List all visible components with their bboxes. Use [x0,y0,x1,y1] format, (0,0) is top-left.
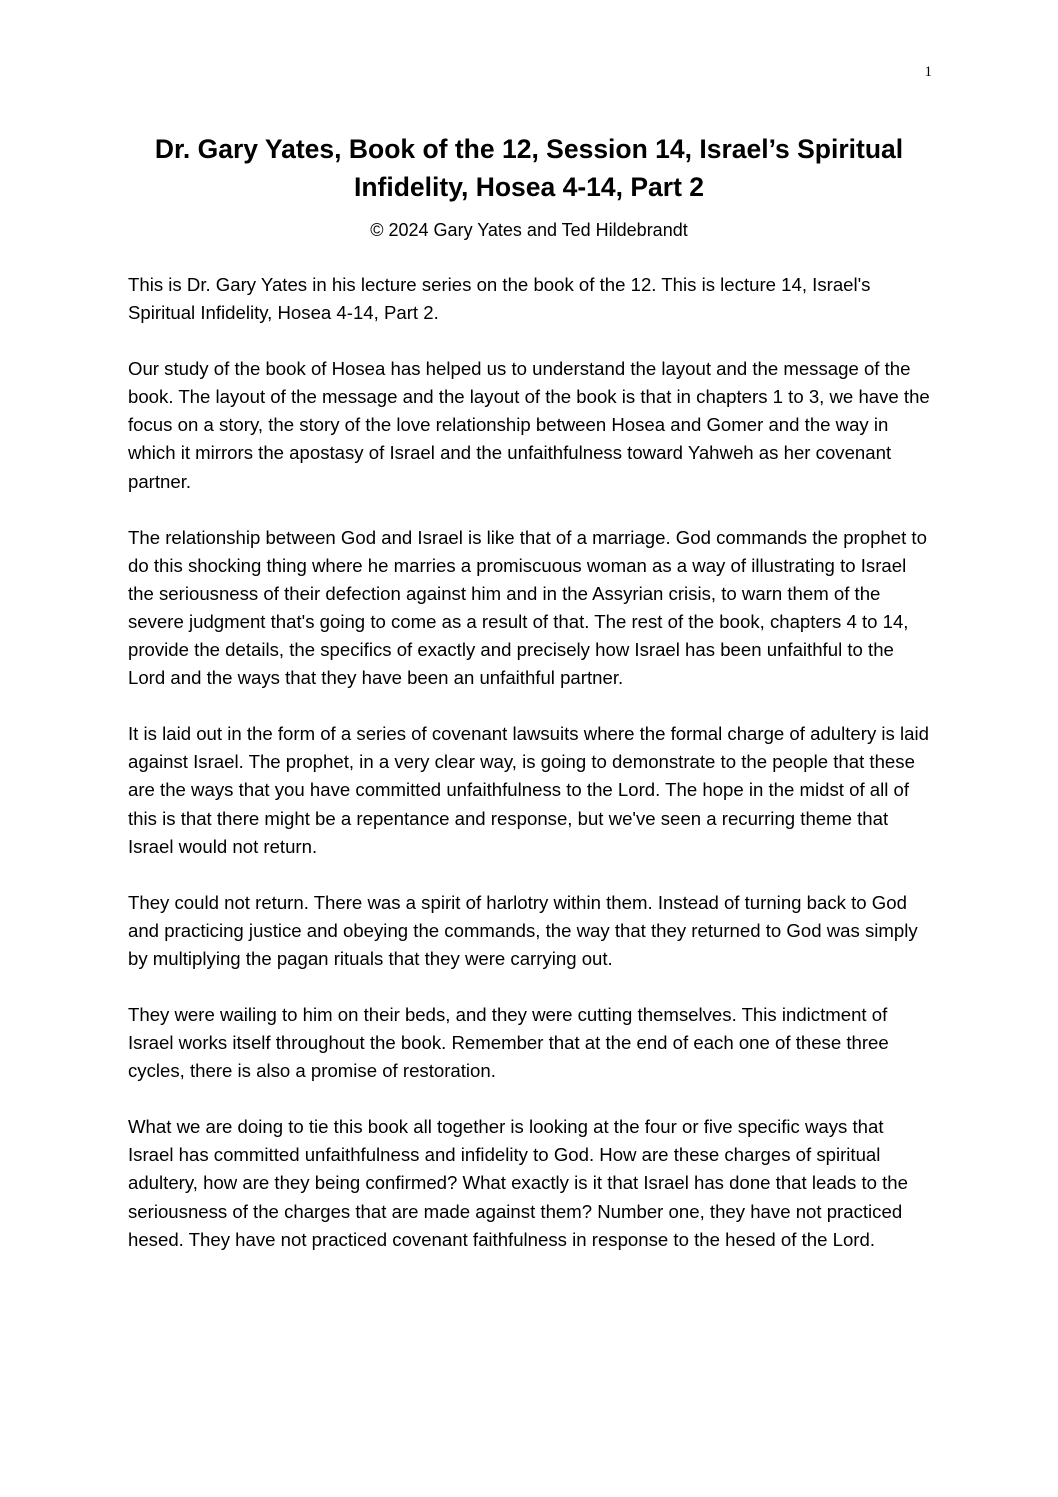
copyright-line: © 2024 Gary Yates and Ted Hildebrandt [370,220,688,240]
paragraph-intro: This is Dr. Gary Yates in his lecture series on the book of the 12. This is lecture 14, Israel's Spiritual Infidelity, Hosea 4-14, Part 2. [128,274,871,324]
paragraph-wailing: They were wailing to him on their beds, and they were cutting themselves. This indictment of Israel works itself throughout the book. Remember that at the end of each one of these three cycles, there is also a promise of restoration. [128,1003,889,1082]
paragraph-lawsuits: It is laid out in the form of a series of covenant lawsuits where the formal charge of adultery is laid against Israel. The prophet, in a very clear way, is going to demonstrate to the people that these are the ways that you have committed unfaithfulness to the Lord. The hope in the midst of all of this is that there might be a repentance and response, but we've seen a recurring theme that Israel would not return. [128,723,929,857]
paragraph-hesed: What we are doing to tie this book all together is looking at the four or five specific ways that Israel has committed unfaithfulness and infidelity to God. How are these charges of spiritual adultery, how are they being confirmed? What exactly is it that Israel has done that leads to the seriousness of the charges that are made against them? Number one, they have not practiced hesed. They have not practiced covenant faithfulness in response to the hesed of the Lord. [128,1116,908,1250]
paragraph-marriage: The relationship between God and Israel is like that of a marriage. God commands the prophet to do this shocking thing where he marries a promiscuous woman as a way of illustrating to Israel the seriousness of their defection against him and in the Assyrian crisis, to warn them of the severe judgment that's going to come as a result of that. The rest of the book, chapters 4 to 14, provide the details, the specifics of exactly and precisely how Israel has been unfaithful to the Lord and the ways that they have been an unfaithful partner. [128,526,927,689]
document-body [128,271,930,1282]
paragraph-layout: Our study of the book of Hosea has helped us to understand the layout and the message of the book. The layout of the message and the layout of the book is that in chapters 1 to 3, we have the focus on a story, the story of the love relationship between Hosea and Gomer and the way in which it mirrors the apostasy of Israel and the unfaithfulness toward Yahweh as her covenant partner. [128,358,930,492]
document-title: Dr. Gary Yates, Book of the 12, Session 14, Israel’s Spiritual Infidelity, Hosea 4-14, Part 2 [154,134,904,202]
page-number: 1 [924,64,932,80]
paragraph-return: They could not return. There was a spirit of harlotry within them. Instead of turning back to God and practicing justice and obeying the commands, the way that they returned to God was simply by multiplying the pagan rituals that they were carrying out. [128,891,918,969]
